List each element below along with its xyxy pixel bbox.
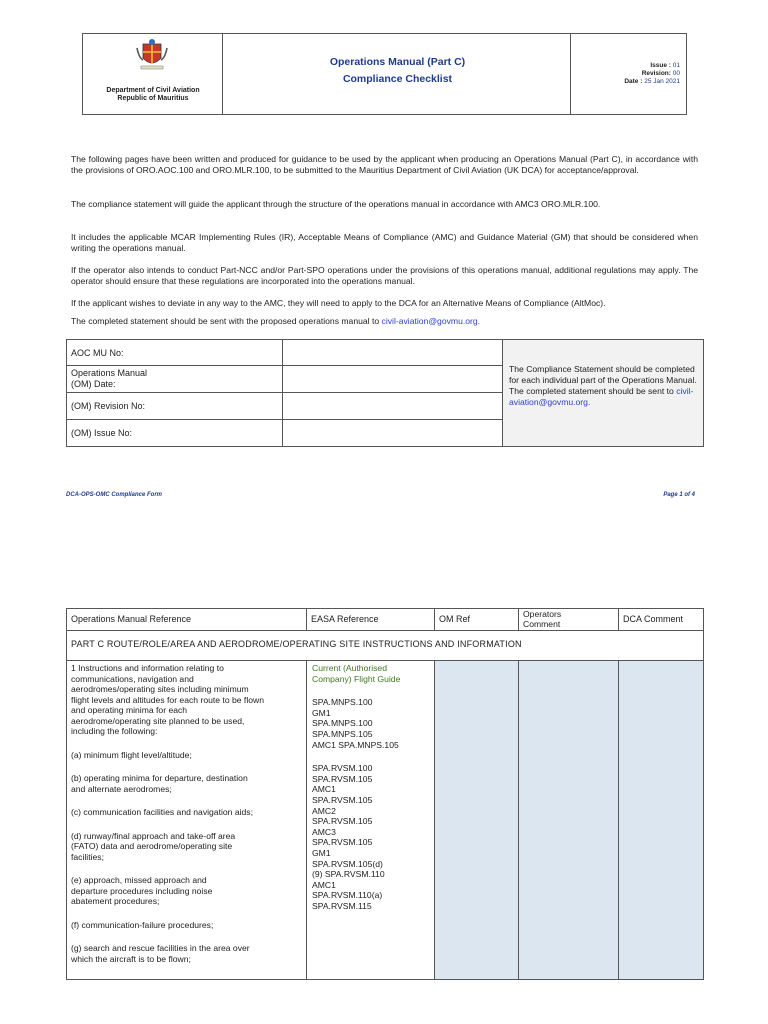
dept-country: Republic of Mauritius [117,95,189,102]
intro-paragraph-3: It includes the applicable MCAR Implementing Rules (IR), Acceptable Means of Compliance (AMC) and Guidance Material (GM) that should be considered when writing the operations manual. [71,232,698,253]
item-e-line1: (e) approach, missed approach and [71,875,207,885]
aoc-no-label: AOC MU No: [67,340,283,365]
om-revision-field[interactable] [283,393,503,419]
issue-info: Issue : 01 [650,62,680,69]
item-g-line1: (g) search and rescue facilities in the area over [71,943,250,953]
flight-guide-ref: Current (Authorised [312,663,387,673]
om-issue-field[interactable] [283,420,503,446]
col-header-operators-comment: Operators Comment [519,609,619,631]
item-e-line2: departure procedures including noise [71,885,213,896]
intro-paragraph-1: The following pages have been written and produced for guidance to be used by the applicant when producing an Operations Manual (Part C), in accordance with the provisions of ORO.AOC.100 and ORO.MLR.100, to be submitted to the Mauritius Department of Civil Aviation (UK DCA) for acceptance/approval. [71,154,698,175]
om-date-label: Operations Manual (OM) Date: [67,366,283,392]
doc-title: Operations Manual (Part C) [329,56,466,68]
item-g-line2: which the aircraft is to be flown; [71,953,191,964]
col-header-easa-reference: EASA Reference [307,609,435,631]
compliance-checklist-table [66,608,704,980]
item-d-line3: facilities; [71,851,104,862]
item-a: (a) minimum flight level/altitude; [71,749,192,760]
col-header-dca-comment: DCA Comment [619,609,703,631]
operators-comment-input-cell[interactable] [519,661,619,979]
om-revision-row [67,393,503,420]
dca-comment-input-cell[interactable] [619,661,703,979]
om-date-row [67,366,503,393]
om-issue-row [67,420,503,446]
note-email-link[interactable]: civil- aviation@govmu.org. [509,386,694,407]
intro-paragraph-5: If the applicant wishes to deviate in any way to the AMC, they will need to apply to the DCA for an Alternative Means of Compliance (AltMoc). [71,298,606,308]
page-number: Page 1 of 4 [663,492,695,498]
easa-reference-text: Current (Authorised Company) Flight Guide SPA.MNPS.100 GM1 SPA.MNPS.100 SPA.MNPS.105 AMC1 SPA.MNPS.105 SPA.RVSM.100 SPA.RVSM.105 AMC1 SPA.RVSM.105 AMC2 SPA.RVSM.105 AMC3 SPA.RVSM.105 GM1 SPA.RVSM.105(d) (9) SPA.RVSM.110 AMC1 SPA.RVSM.110(a) SPA.RVSM.115 [312,663,432,911]
form-name: DCA-OPS-OMC Compliance Form [66,492,163,498]
intro-paragraph-4: If the operator also intends to conduct Part-NCC and/or Part-SPO operations under the provisions of this operations manual, additional regulations may apply. The operator should ensure that these regulations are incorporated into the operations manual. [71,265,698,286]
compliance-note: The Compliance Statement should be completed for each individual part of the Operations Manual. The completed statement should be sent to civil- aviation@govmu.org. [503,340,703,446]
item-c: (c) communication facilities and navigation aids; [71,807,253,817]
coat-of-arms-icon [133,38,171,72]
om-issue-label: (OM) Issue No: [67,420,283,446]
om-revision-label: (OM) Revision No: [67,393,283,419]
date-info: Date : 25 Jan 2021 [624,78,680,85]
intro-paragraph-6: The completed statement should be sent with the proposed operations manual to civil-aviation@govmu.org. [71,316,481,326]
dept-name: Department of Civil Aviation [106,87,200,94]
item-d-line1: (d) runway/final approach and take-off area [71,830,236,841]
col-header-om-ref: OM Ref [435,609,519,631]
requirement-text: 1 Instructions and information relating to communications, navigation and aerodromes/operating sites including minimum flight levels and altitudes for each route to be flown and operating minima for each aerodrome/operating site planned to be used, including the following: (a) minimum flight level/altitude; (b) operating minima for departure, destination and alternate aerodromes; (c) communication facilities and navigation aids; (d) runway/final approach and take-off area (FATO) data and aerodrome/operating site facilities; (e) approach, missed approach and departure procedures including noise abatement procedures; (f) communication-failure procedures; (g) search and rescue facilities in the area over which the aircraft is to be flown; [71,663,307,964]
header-meta-cell [570,34,686,114]
doc-subtitle: Compliance Checklist [342,73,453,85]
om-ref-input-cell[interactable] [435,661,519,979]
email-link[interactable]: civil-aviation@govmu.org. [381,316,481,326]
item-b-line1: (b) operating minima for departure, destination [71,773,248,783]
item-d-line2: (FATO) data and aerodrome/operating site [71,841,233,851]
intro-paragraph-2: The compliance statement will guide the applicant through the structure of the operations manual in accordance with AMC3 ORO.MLR.100. [71,199,601,209]
revision-info: Revision: 00 [641,70,680,77]
aoc-details-table [66,339,704,447]
section-title: PART C ROUTE/ROLE/AREA AND AERODROME/OPERATING SITE INSTRUCTIONS AND INFORMATION [67,631,703,661]
aoc-no-field[interactable] [283,340,503,365]
item-b-line2: and alternate aerodromes; [71,783,172,794]
om-date-field[interactable] [283,366,503,392]
aoc-row [67,340,503,366]
col-header-om-reference: Operations Manual Reference [67,609,307,631]
item-e-line3: abatement procedures; [71,896,160,906]
header-logo-cell [83,34,223,114]
item-f: (f) communication-failure procedures; [71,919,214,930]
document-header [82,33,687,115]
